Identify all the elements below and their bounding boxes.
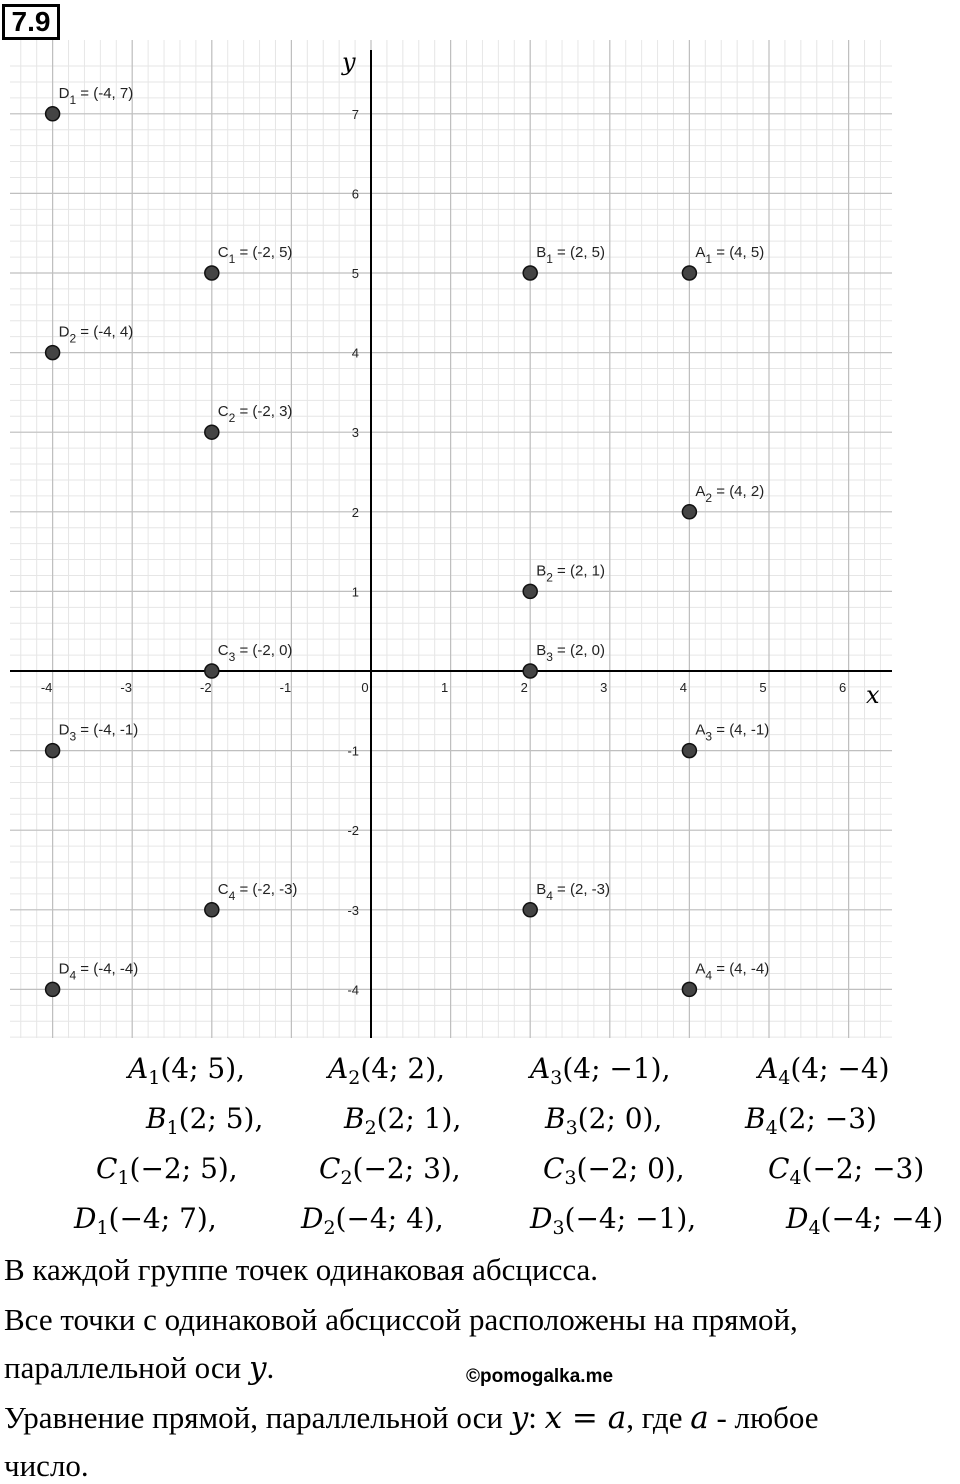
- coordinate-B3: $B_3(2$; 0),: [545, 1102, 663, 1139]
- x-tick-label: 6: [838, 680, 847, 695]
- coordinate-C1: $C_1(-2$; 5),: [96, 1152, 238, 1189]
- point-label-B3: $B_3 = (2$, 0): [536, 642, 606, 664]
- coordinate-A1: $A_1(4$; 5),: [128, 1052, 246, 1089]
- y-tick-label: -1: [347, 743, 359, 759]
- axis-variable-y-2: y: [510, 1400, 529, 1436]
- point-label-A4: $A_4 = (4$, -4): [695, 960, 770, 983]
- major-grid: [10, 40, 892, 1038]
- y-axis-label: y: [342, 48, 356, 76]
- x-tick-label: -4: [40, 680, 53, 695]
- point-label-C4: $C_4 = (-2$, -3): [217, 880, 298, 903]
- point-B1: [523, 266, 537, 280]
- problem-number-badge: 7.9: [2, 4, 60, 40]
- point-label-C2: $C_2 = (-2$, 3): [217, 403, 293, 426]
- text-line-4-d: - любое: [708, 1400, 819, 1435]
- point-A3: [682, 744, 696, 758]
- text-line-4-c: , где: [626, 1400, 691, 1435]
- point-B3: [523, 664, 537, 678]
- point-label-A3: $A_3 = (4$, -1): [695, 721, 770, 744]
- x-tick-label: -1: [279, 680, 292, 695]
- y-tick-label: 5: [351, 266, 359, 281]
- y-tick-label: -4: [347, 982, 359, 998]
- x-tick-label: -3: [120, 680, 132, 695]
- x-tick-label: 2: [520, 680, 528, 695]
- x-tick-label: -2: [200, 680, 212, 695]
- text-line-3: [4, 1350, 274, 1386]
- point-A1: [682, 266, 696, 280]
- point-B2: [523, 584, 537, 598]
- x-tick-label: 3: [600, 680, 608, 695]
- axis-variable-y: y: [249, 1350, 267, 1386]
- point-D3: [46, 744, 60, 758]
- point-label-B1: $B_1 = (2$, 5): [536, 244, 606, 266]
- y-tick-label: 1: [351, 584, 359, 600]
- coordinate-C2: $C_2(-2$; 3),: [319, 1152, 461, 1189]
- x-tick-label: 5: [759, 680, 767, 695]
- point-C1: [205, 266, 219, 280]
- point-label-B2: $B_2 = (2$, 1): [536, 562, 606, 585]
- point-label-A2: $A_2 = (4$, 2): [695, 482, 765, 505]
- text-line-4: [4, 1400, 819, 1436]
- point-C3: [205, 664, 219, 678]
- equation: x = a: [544, 1400, 627, 1436]
- y-tick-label: -2: [347, 823, 359, 839]
- coordinate-D4: $D_4(-4$; −4): [786, 1202, 944, 1239]
- text-line-3-b: .: [266, 1350, 275, 1385]
- coordinate-B1: $B_1(2$; 5),: [146, 1102, 264, 1139]
- watermark: ©pomogalka.me: [466, 1366, 614, 1387]
- point-label-C1: $C_1 = (-2$, 5): [217, 244, 293, 266]
- y-tick-label: 4: [351, 345, 359, 361]
- points: [46, 85, 770, 997]
- point-label-C3: $C_3 = (-2$, 0): [217, 642, 293, 664]
- y-tick-label: 2: [351, 504, 359, 520]
- coordinate-B2: $B_2(2$; 1),: [344, 1102, 462, 1139]
- coordinate-C3: $C_3(-2$; 0),: [543, 1152, 685, 1189]
- text-line-3-a: параллельной оси: [4, 1350, 249, 1385]
- coordinate-A3: $A_3(4$; −1),: [530, 1052, 671, 1089]
- coordinate-A4: $A_4(4$; −4): [758, 1052, 890, 1089]
- point-C4: [205, 903, 219, 917]
- tick-labels: [41, 107, 846, 998]
- text-line-2: Все точки с одинаковой абсциссой расположены на прямой,: [4, 1302, 798, 1337]
- point-A2: [682, 505, 696, 519]
- point-label-D1: $D_1 = (-4$, 7): [58, 84, 134, 107]
- x-tick-label: 0: [361, 680, 369, 695]
- variable-a: a: [690, 1400, 709, 1436]
- point-label-A1: $A_1 = (4$, 5): [695, 244, 765, 266]
- coordinate-D2: $D_2(-4$; 4),: [301, 1202, 444, 1239]
- text-line-1: В каждой группе точек одинаковая абсцисса.: [4, 1252, 598, 1287]
- x-tick-label: 1: [440, 680, 449, 695]
- y-tick-label: 3: [351, 425, 359, 441]
- coordinate-C4: $C_4(-2$; −3): [768, 1152, 925, 1189]
- point-D1: [46, 107, 60, 121]
- point-label-B4: $B_4 = (2$, -3): [536, 880, 611, 903]
- point-A4: [682, 982, 696, 996]
- x-tick-label: 4: [679, 680, 688, 695]
- y-tick-label: 7: [351, 106, 359, 122]
- coordinate-D1: $D_1(-4$; 7),: [74, 1202, 217, 1239]
- point-D4: [46, 982, 60, 996]
- point-C2: [205, 425, 219, 439]
- point-label-D4: $D_4 = (-4$, -4): [58, 960, 139, 983]
- y-tick-label: 6: [351, 186, 359, 202]
- coordinate-B4: $B_4(2$; −3): [745, 1102, 877, 1139]
- coordinate-A2: $A_2(4$; 2),: [328, 1052, 446, 1089]
- point-label-D2: $D_2 = (-4$, 4): [58, 323, 134, 346]
- point-D2: [46, 346, 60, 360]
- text-line-4-b: :: [528, 1400, 545, 1435]
- x-axis-label: x: [866, 681, 880, 709]
- point-label-D3: $D_3 = (-4$, -1): [58, 721, 139, 744]
- y-tick-label: -3: [347, 902, 359, 918]
- point-B4: [523, 903, 537, 917]
- coordinate-D3: $D_3(-4$; −1),: [530, 1202, 697, 1239]
- text-line-4-a: Уравнение прямой, параллельной оси: [4, 1400, 511, 1435]
- text-line-5: число.: [4, 1448, 89, 1483]
